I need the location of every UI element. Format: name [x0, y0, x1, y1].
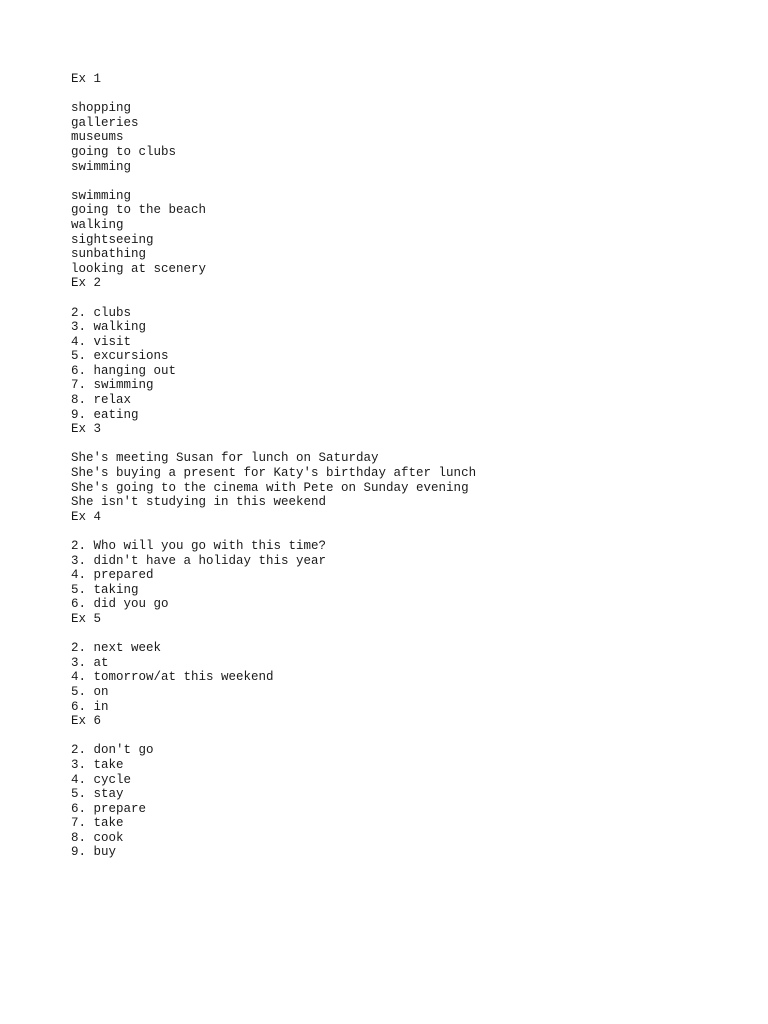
answer-line: 8. relax [71, 393, 132, 408]
answer-line: walking [71, 217, 124, 232]
exercise-section [71, 276, 751, 422]
answer-line: 6. in [71, 699, 109, 714]
answer-line: 5. stay [71, 787, 124, 802]
answer-line: sunbathing [71, 247, 147, 262]
exercise-heading: Ex 2 [71, 276, 102, 291]
answer-line: 3. take [71, 757, 124, 772]
answer-group [71, 451, 751, 509]
exercise-heading: Ex 5 [71, 611, 102, 626]
answer-line: 4. prepared [71, 568, 154, 583]
exercise-heading: Ex 3 [71, 422, 102, 437]
answer-line: 9. buy [71, 845, 117, 860]
answer-line: going to clubs [71, 144, 177, 159]
answer-line: She isn't studying in this weekend [71, 495, 327, 510]
answer-line: shopping [71, 101, 132, 116]
answer-line: 6. hanging out [71, 363, 177, 378]
exercise-section [71, 422, 751, 510]
exercise-section [71, 714, 751, 860]
answer-line: 3. walking [71, 320, 147, 335]
answer-line: 5. on [71, 684, 109, 699]
answer-group [71, 101, 751, 174]
answer-line: She's buying a present for Katy's birthday after lunch [71, 466, 477, 481]
answer-line: 2. Who will you go with this time? [71, 539, 327, 553]
exercise-heading: Ex 6 [71, 714, 102, 729]
answer-line: 6. did you go [71, 597, 169, 612]
answer-line: sightseeing [71, 232, 154, 247]
exercise-heading: Ex 4 [71, 509, 102, 524]
answer-line: 2. don't go [71, 743, 154, 758]
answer-group [71, 189, 751, 277]
answer-line: 2. clubs [71, 305, 132, 320]
answer-line: going to the beach [71, 203, 207, 218]
answer-line: galleries [71, 115, 139, 130]
exercise-section [71, 72, 751, 276]
answer-line: museums [71, 130, 124, 145]
answer-group [71, 743, 751, 860]
answer-group [71, 641, 751, 714]
answer-group [71, 539, 751, 612]
answer-line: 4. tomorrow/at this weekend [71, 670, 274, 685]
exercise-section [71, 612, 751, 714]
answer-line: 9. eating [71, 407, 139, 422]
answer-line: 3. didn't have a holiday this year [71, 553, 327, 568]
answer-line: 3. at [71, 655, 109, 670]
answer-line: swimming [71, 188, 132, 203]
answer-line: 7. take [71, 816, 124, 831]
answer-key-document [71, 72, 751, 860]
exercise-section [71, 510, 751, 612]
answer-line: 4. cycle [71, 772, 132, 787]
answer-line: 5. taking [71, 582, 139, 597]
answer-line: 2. next week [71, 641, 162, 656]
answer-line: looking at scenery [71, 261, 207, 276]
answer-line: 5. excursions [71, 349, 169, 364]
answer-line: 7. swimming [71, 378, 154, 393]
answer-line: She's meeting Susan for lunch on Saturday [71, 451, 379, 466]
answer-group [71, 306, 751, 423]
answer-line: 6. prepare [71, 801, 147, 816]
exercise-heading: Ex 1 [71, 72, 102, 86]
answer-line: swimming [71, 159, 132, 174]
answer-line: 8. cook [71, 830, 124, 845]
answer-line: She's going to the cinema with Pete on Sunday evening [71, 480, 469, 495]
answer-line: 4. visit [71, 334, 132, 349]
